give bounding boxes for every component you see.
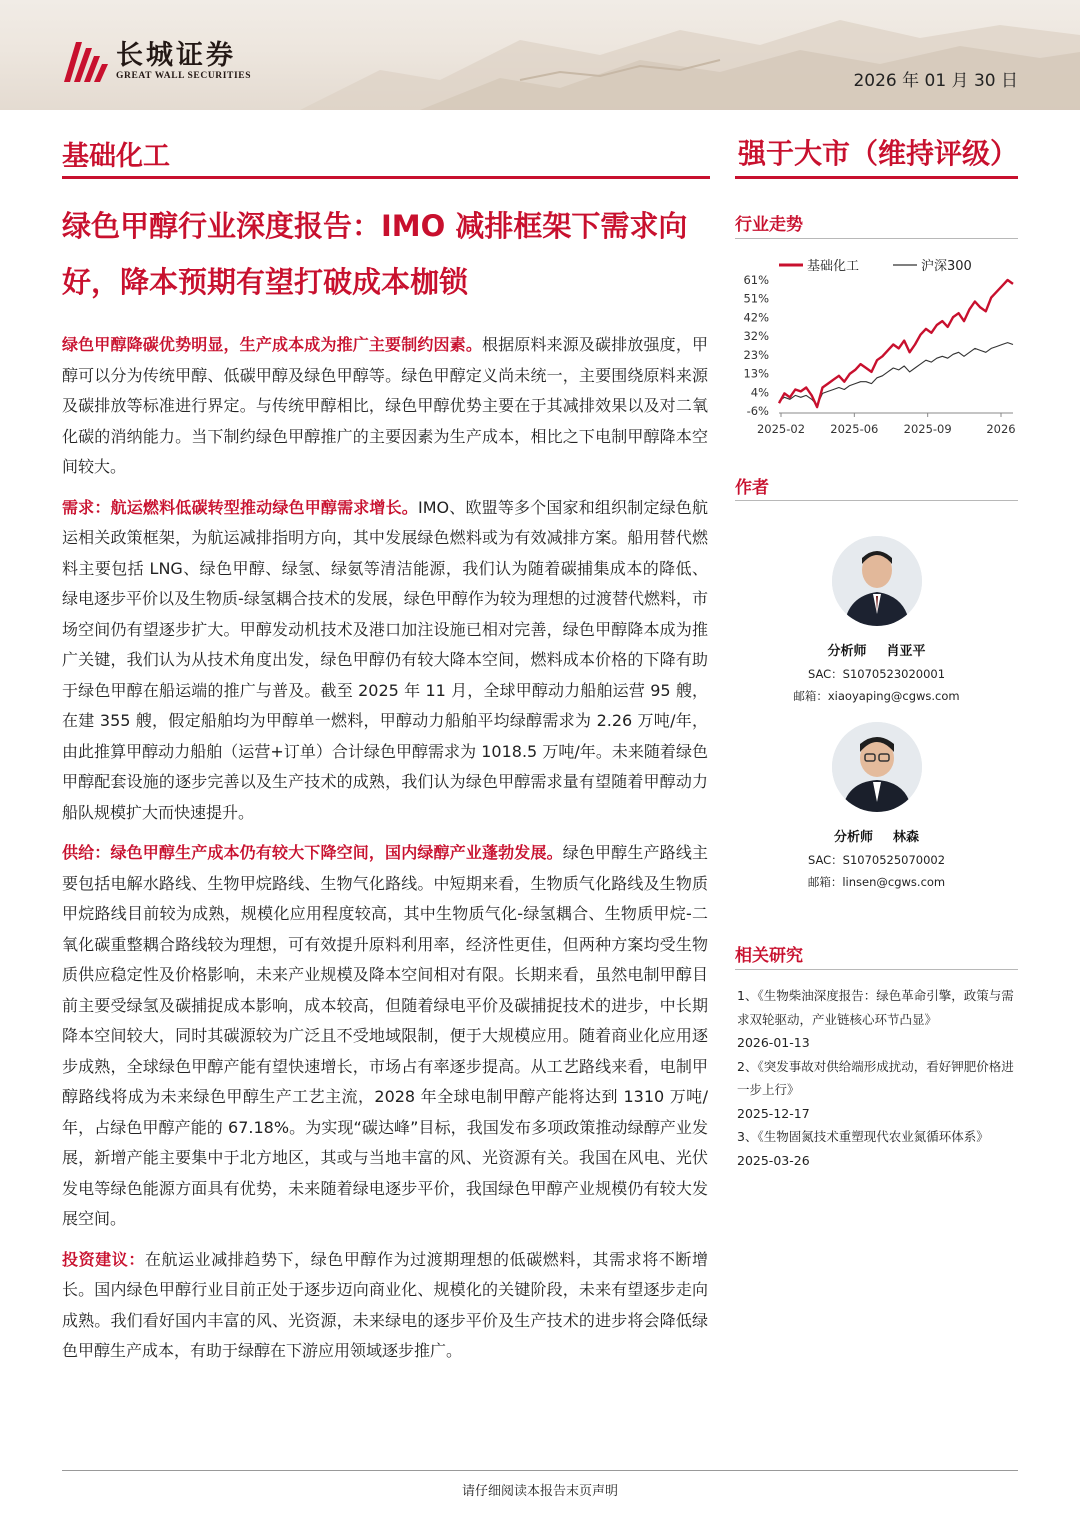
y-tick-label: -6% bbox=[746, 404, 769, 418]
report-date: 2026 年 01 月 30 日 bbox=[853, 71, 1018, 91]
paragraph-text: 在航运业减排趋势下，绿色甲醇作为过渡期理想的低碳燃料，其需求将不断增长。国内绿色甲醇行业目前正处于逐步迈向商业化、规模化的关键阶段，未来有望逐步走向成熟。我们看好国内丰富的风、光资源，未来绿电的逐步平价及生产技术的进步将会降低绿色甲醇生产成本，有助于绿醇在下游应用领域逐步推广。 bbox=[62, 1249, 708, 1360]
person-icon bbox=[832, 536, 922, 626]
author-divider bbox=[735, 500, 1018, 501]
analyst-name-line bbox=[735, 640, 1018, 659]
analyst-avatar bbox=[832, 536, 922, 626]
report-body bbox=[62, 330, 708, 1377]
analyst-email[interactable]: 邮箱：xiaoyaping@cgws.com bbox=[793, 689, 960, 703]
related-date: 2025-12-17 bbox=[737, 1105, 810, 1121]
paragraph-summary bbox=[62, 330, 708, 483]
y-tick-label: 23% bbox=[743, 347, 769, 362]
page-header bbox=[0, 0, 1080, 110]
y-tick-label: 32% bbox=[743, 329, 769, 344]
y-tick-label: 4% bbox=[750, 385, 769, 400]
analyst-card bbox=[735, 722, 1018, 890]
trend-divider bbox=[735, 238, 1018, 239]
sector-divider bbox=[62, 176, 710, 179]
analyst-card bbox=[735, 536, 1018, 704]
analyst-email[interactable]: 邮箱：linsen@cgws.com bbox=[807, 875, 946, 889]
paragraph-lead: 绿色甲醇降碳优势明显，生产成本成为推广主要制约因素。 bbox=[62, 335, 482, 354]
analyst-role: 分析师 bbox=[833, 830, 873, 845]
y-tick-label: 61% bbox=[743, 273, 769, 287]
paragraph-text: 根据原料来源及碳排放强度，甲醇可以分为传统甲醇、低碳甲醇及绿色甲醇等。绿色甲醇定义尚未统一，主要围绕原料来源及碳排放等标准进行界定。与传统甲醇相比，绿色甲醇优势主要在于其减排效果以及对二氧化碳的消纳能力。当下制约绿色甲醇推广的主要因素为生产成本，相比之下电制甲醇降本空间较大。 bbox=[62, 335, 708, 476]
legend-label: 基础化工 bbox=[807, 259, 860, 274]
sector-title: 基础化工 bbox=[62, 141, 170, 172]
y-tick-label: 42% bbox=[743, 310, 769, 325]
x-tick-label: 2025-02 bbox=[756, 422, 806, 436]
footer-divider bbox=[62, 1470, 1018, 1471]
paragraph-lead: 需求：航运燃料低碳转型推动绿色甲醇需求增长。 bbox=[62, 497, 418, 517]
y-tick-label: 51% bbox=[743, 291, 769, 306]
paragraph-lead: 供给：绿色甲醇生产成本仍有较大下降空间，国内绿醇产业蓬勃发展。 bbox=[62, 843, 563, 862]
report-title: 绿色甲醇行业深度报告：IMO 减排框架下需求向好，降本预期有望打破成本枷锁 bbox=[62, 209, 688, 299]
related-title: 2、《突发事故对供给端形成扰动，看好钾肥价格进一步上行》 bbox=[737, 1058, 1014, 1097]
analyst-name-line bbox=[735, 826, 1018, 845]
great-wall-logo-icon bbox=[62, 38, 108, 84]
paragraph-demand bbox=[62, 493, 708, 829]
related-title: 3、《生物固氮技术重塑现代农业氮循环体系》 bbox=[737, 1129, 989, 1144]
related-title: 1、《生物柴油深度报告：绿色革命引擎，政策与需求双轮驱动，产业链核心环节凸显》 bbox=[737, 988, 1014, 1027]
series-line-csi300 bbox=[779, 343, 1013, 406]
related-research-list bbox=[737, 984, 1020, 1172]
series-line-basic-chemicals bbox=[779, 280, 1013, 407]
analyst-sac: SAC：S1070525070002 bbox=[807, 853, 946, 867]
analyst-name: 肖亚平 bbox=[886, 644, 926, 659]
footer-disclaimer: 请仔细阅读本报告末页声明 bbox=[461, 1484, 618, 1499]
rating-title: 强于大市（维持评级） bbox=[737, 137, 1018, 170]
related-item[interactable] bbox=[737, 1125, 1020, 1172]
analyst-sac: SAC：S1070523020001 bbox=[807, 667, 946, 681]
industry-trend-chart bbox=[735, 250, 1025, 450]
x-tick-label: 2025-09 bbox=[903, 422, 952, 436]
paragraph-lead: 投资建议： bbox=[62, 1249, 145, 1269]
related-item[interactable] bbox=[737, 984, 1020, 1055]
x-tick-label: 2025-06 bbox=[830, 422, 879, 436]
rating-divider bbox=[735, 176, 1018, 179]
related-item[interactable] bbox=[737, 1055, 1020, 1126]
author-heading: 作者 bbox=[735, 478, 769, 498]
company-logo bbox=[62, 38, 251, 84]
analyst-avatar bbox=[832, 722, 922, 812]
y-tick-label: 13% bbox=[743, 366, 769, 381]
related-date: 2025-03-26 bbox=[737, 1152, 810, 1168]
paragraph-text: IMO、欧盟等多个国家和组织制定绿色航运相关政策框架，为航运减排指明方向，其中发展绿色燃料或为有效减排方案。船用替代燃料主要包括 LNG、绿色甲醇、绿氢、绿氨等清洁能源，我们认为随着碳捕集成本的降低、绿电逐步平价以及生物质-绿氢耦合技术的发展，绿色甲醇作为较为理想的过渡替代燃料，市场空间仍有望逐步扩大。甲醇发动机技术及港口加注设施已相对完善，绿色甲醇降本成为推广关键，我们认为从技术角度出发，绿色甲醇仍有较大降本空间，燃料成本价格的下降有助于绿色甲醇在船运端的推广与普及。截至 2025 年 11 月，全球甲醇动力船舶运营 95 艘，在建 355 艘，假定船舶均为甲醇单一燃料，甲醇动力船舶平均绿醇需求为 2.26 万吨/年，由此推算甲醇动力船舶（运营+订单）合计绿色甲醇需求为 1018.5 万吨/年。未来随着绿色甲醇配套设施的逐步完善以及生产技术的成熟，我们认为绿色甲醇需求量有望随着甲醇动力船队规模扩大而快速提升。 bbox=[62, 497, 708, 822]
related-date: 2026-01-13 bbox=[737, 1035, 810, 1050]
paragraph-supply bbox=[62, 838, 708, 1235]
person-icon bbox=[832, 722, 922, 812]
trend-heading: 行业走势 bbox=[735, 215, 803, 235]
paragraph-investment bbox=[62, 1245, 708, 1367]
analyst-name: 林森 bbox=[893, 830, 920, 845]
logo-chinese-name: 长城证券 bbox=[116, 40, 236, 71]
legend-label: 沪深300 bbox=[921, 259, 972, 274]
paragraph-text: 绿色甲醇生产路线主要包括电解水路线、生物甲烷路线、生物气化路线。中短期来看，生物质气化路线及生物质甲烷路线目前较为成熟，规模化应用程度较高，其中生物质气化-绿氢耦合、生物质甲烷-二氧化碳重整耦合路线较为理想，可有效提升原料利用率，经济性更佳，但两种方案均受生物质供应稳定性及价格影响，未来产业规模及降本空间相对有限。长期来看，虽然电制甲醇目前主要受绿氢及碳捕捉成本影响，成本较高，但随着绿电平价及碳捕捉技术的进步，中长期降本空间较大，同时其碳源较为广泛且不受地域限制，便于大规模应用。随着商业化应用逐步成熟，全球绿色甲醇产能有望快速增长，市场占有率逐步提高。从工艺路线来看，电制甲醇路线将成为未来绿色甲醇生产工艺主流，2028 年全球电制甲醇产能将达到 1310 万吨/年，占绿色甲醇产能的 67.18%。为实现“碳达峰”目标，我国发布多项政策推动绿醇产业发展，新增产能主要集中于北方地区，其或与当地丰富的风、光资源有关。我国在风电、光伏发电等绿色能源方面具有优势，未来随着绿电逐步平价，我国绿色甲醇产业规模仍有较大发展空间。 bbox=[62, 843, 708, 1228]
logo-english-name: GREAT WALL SECURITIES bbox=[116, 71, 252, 81]
related-heading: 相关研究 bbox=[735, 946, 803, 966]
analyst-role: 分析师 bbox=[827, 644, 867, 659]
x-tick-label: 2026 bbox=[986, 422, 1016, 436]
related-divider bbox=[735, 969, 1018, 970]
